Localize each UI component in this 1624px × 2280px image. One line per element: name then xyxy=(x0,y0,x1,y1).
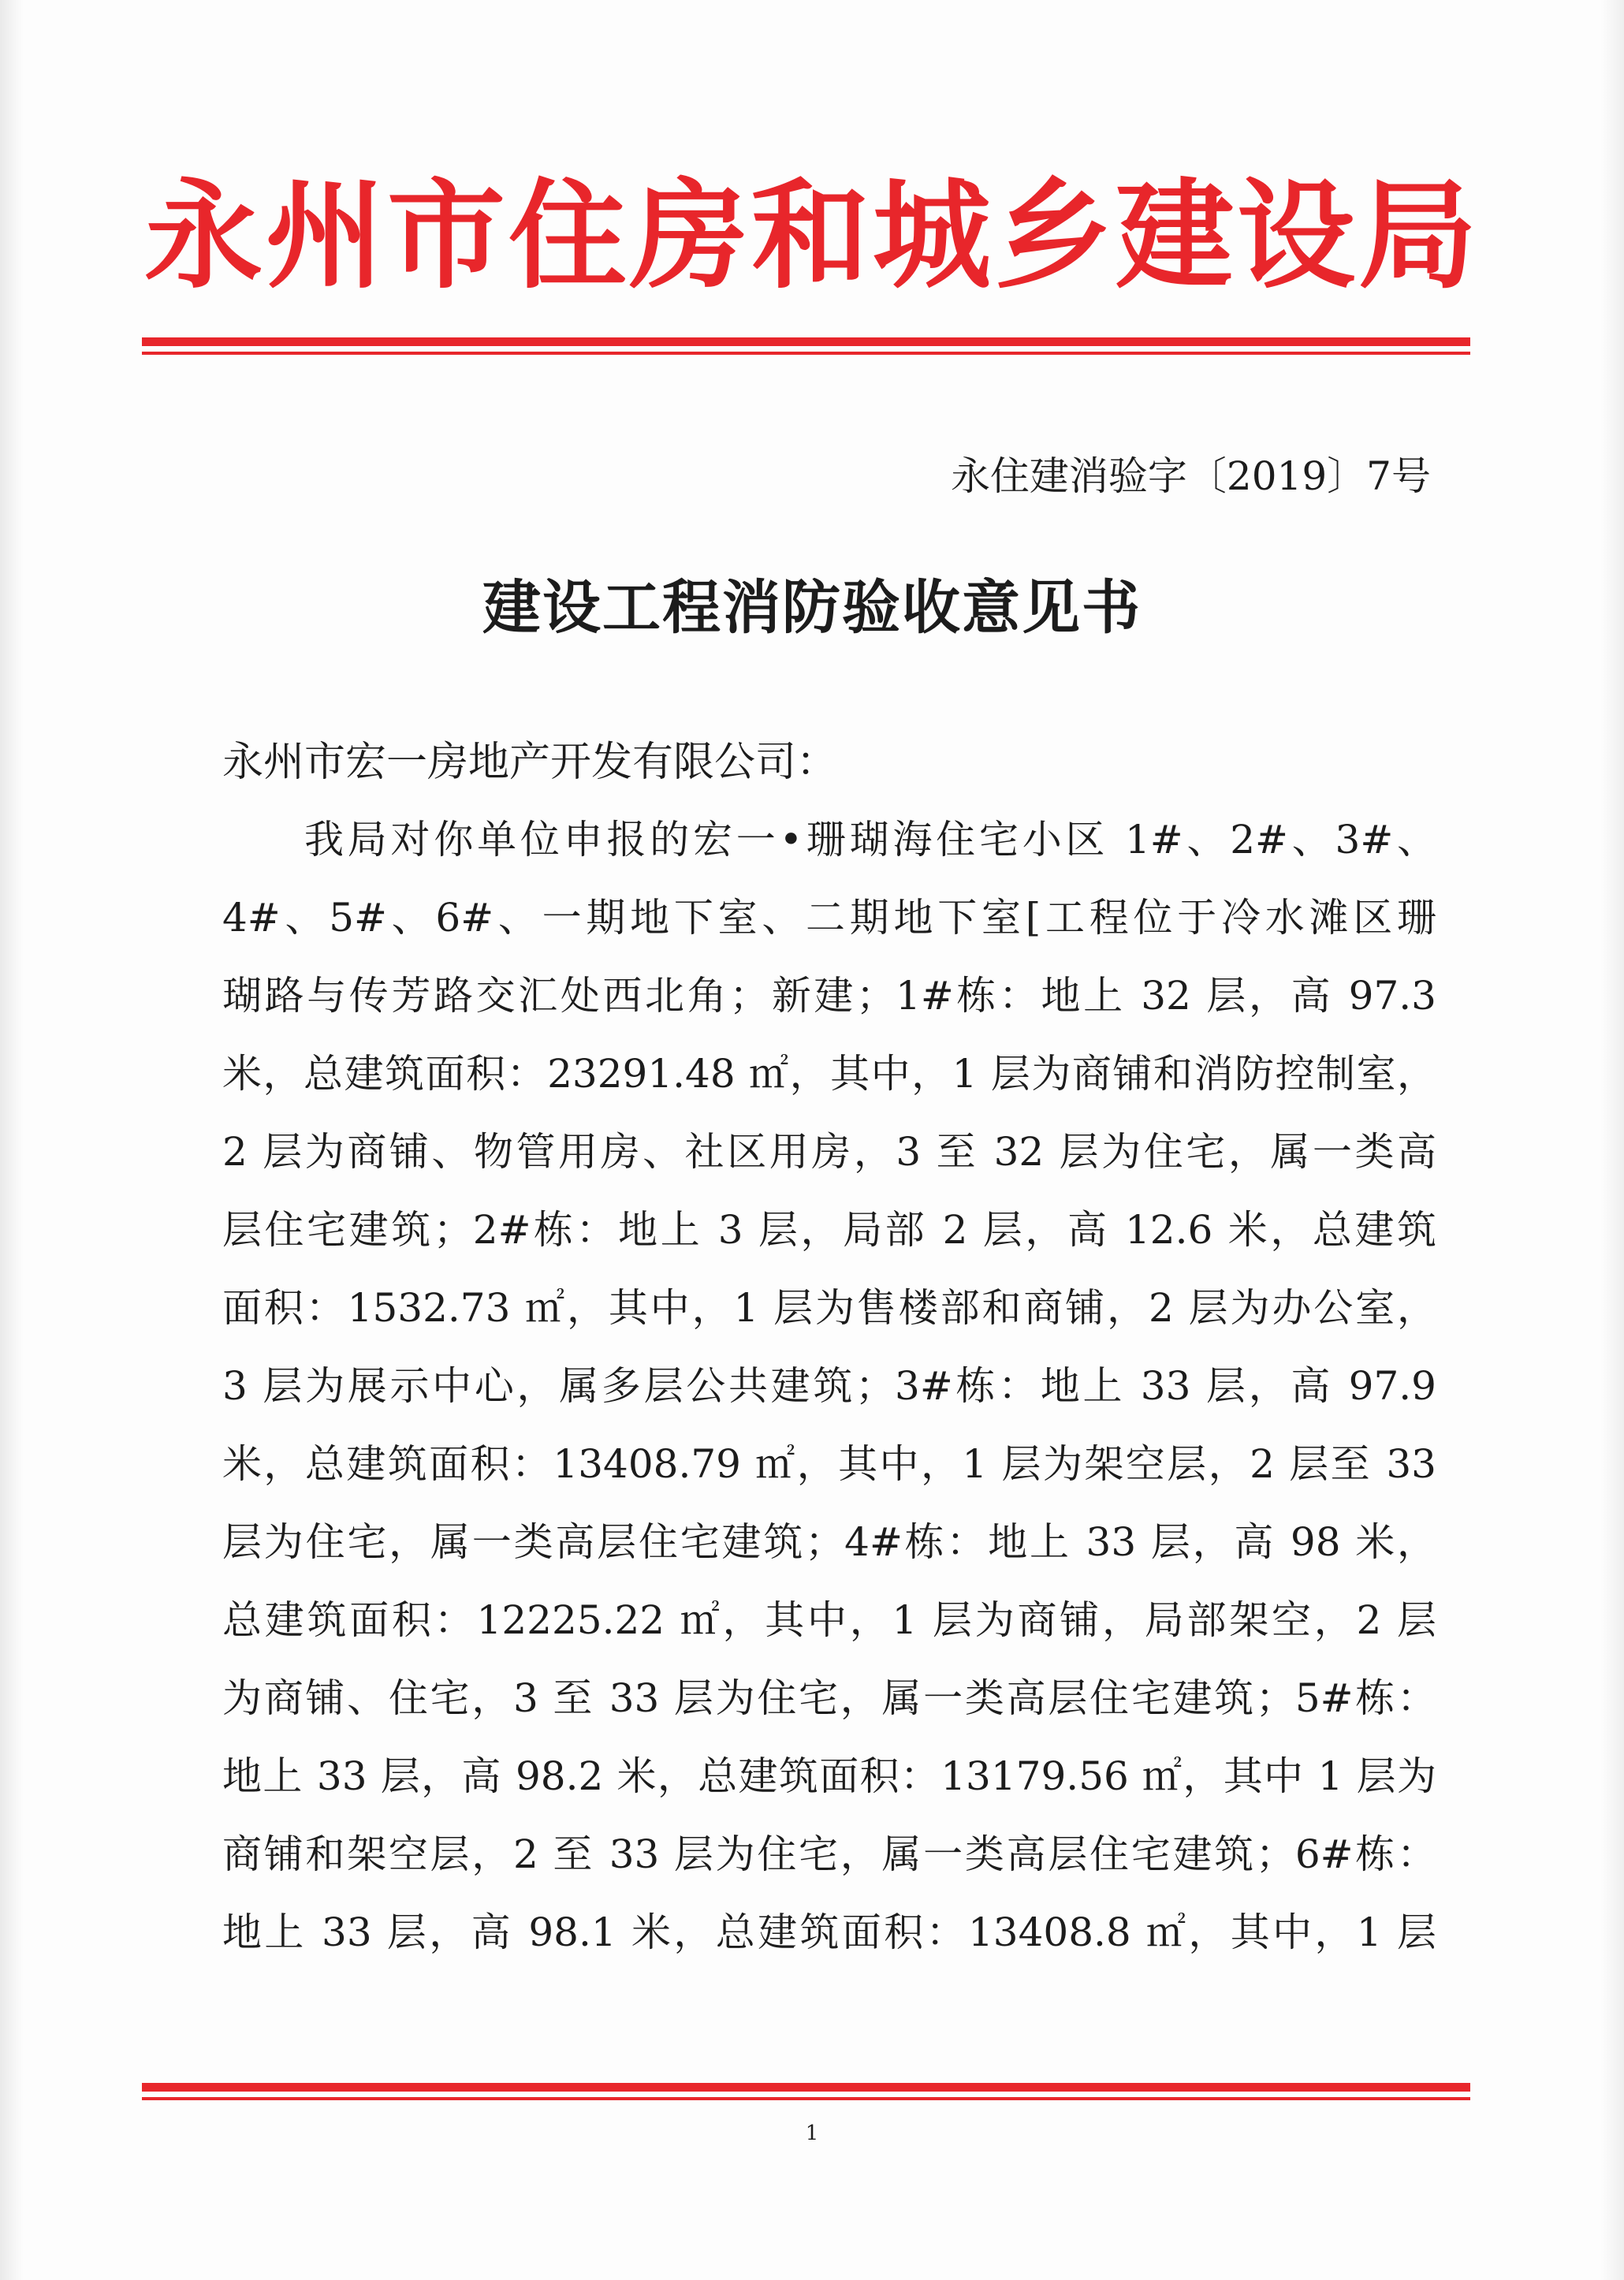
letterhead-rule-thin xyxy=(142,352,1470,355)
addressee: 永州市宏一房地产开发有限公司： xyxy=(222,739,838,786)
body-text xyxy=(222,814,1436,1985)
body-line: 我局对你单位申报的宏一•珊瑚海住宅小区 1#、2#、3#、 xyxy=(304,817,1436,862)
body-line: 面积：1532.73 ㎡，其中，1 层为售楼部和商铺，2 层为办公室， xyxy=(222,1285,1436,1331)
body-line: 地上 33 层，高 98.2 米，总建筑面积：13179.56 ㎡，其中 1 层为 xyxy=(222,1753,1436,1799)
body-line: 地上 33 层，高 98.1 米，总建筑面积：13408.8 ㎡，其中，1 层 xyxy=(222,1909,1436,1955)
body-line: 米，总建筑面积：23291.48 ㎡，其中，1 层为商铺和消防控制室， xyxy=(222,1051,1436,1097)
body-line: 层住宅建筑；2#栋：地上 3 层，局部 2 层，高 12.6 米，总建筑 xyxy=(222,1207,1436,1253)
agency-letterhead-title: 永州市住房和城乡建设局 xyxy=(143,168,1480,305)
body-line: 瑚路与传芳路交汇处西北角；新建；1#栋：地上 32 层，高 97.3 xyxy=(222,973,1436,1019)
body-line: 2 层为商铺、物管用房、社区用房，3 至 32 层为住宅，属一类高 xyxy=(222,1129,1436,1175)
document-number: 永住建消验字〔2019〕7号 xyxy=(950,453,1431,499)
right-page-shadow xyxy=(1600,0,1624,2280)
body-line: 层为住宅，属一类高层住宅建筑；4#栋：地上 33 层，高 98 米， xyxy=(222,1519,1436,1565)
left-page-shadow xyxy=(0,0,24,2280)
body-line: 总建筑面积：12225.22 ㎡，其中，1 层为商铺，局部架空，2 层 xyxy=(222,1597,1436,1643)
body-line: 3 层为展示中心，属多层公共建筑；3#栋：地上 33 层，高 97.9 xyxy=(222,1363,1436,1409)
body-line: 米，总建筑面积：13408.79 ㎡，其中，1 层为架空层，2 层至 33 xyxy=(222,1441,1436,1487)
letterhead-rule-thick xyxy=(142,337,1470,346)
document-title: 建设工程消防验收意见书 xyxy=(482,574,1142,642)
footer-rule-thick xyxy=(142,2083,1470,2092)
page-number: 1 xyxy=(805,2122,819,2145)
footer-rule-thin xyxy=(142,2097,1470,2100)
body-line: 为商铺、住宅，3 至 33 层为住宅，属一类高层住宅建筑；5#栋： xyxy=(222,1675,1436,1721)
body-line: 4#、5#、6#、一期地下室、二期地下室[工程位于冷水滩区珊 xyxy=(222,895,1436,941)
body-line: 商铺和架空层，2 至 33 层为住宅，属一类高层住宅建筑；6#栋： xyxy=(222,1831,1436,1877)
